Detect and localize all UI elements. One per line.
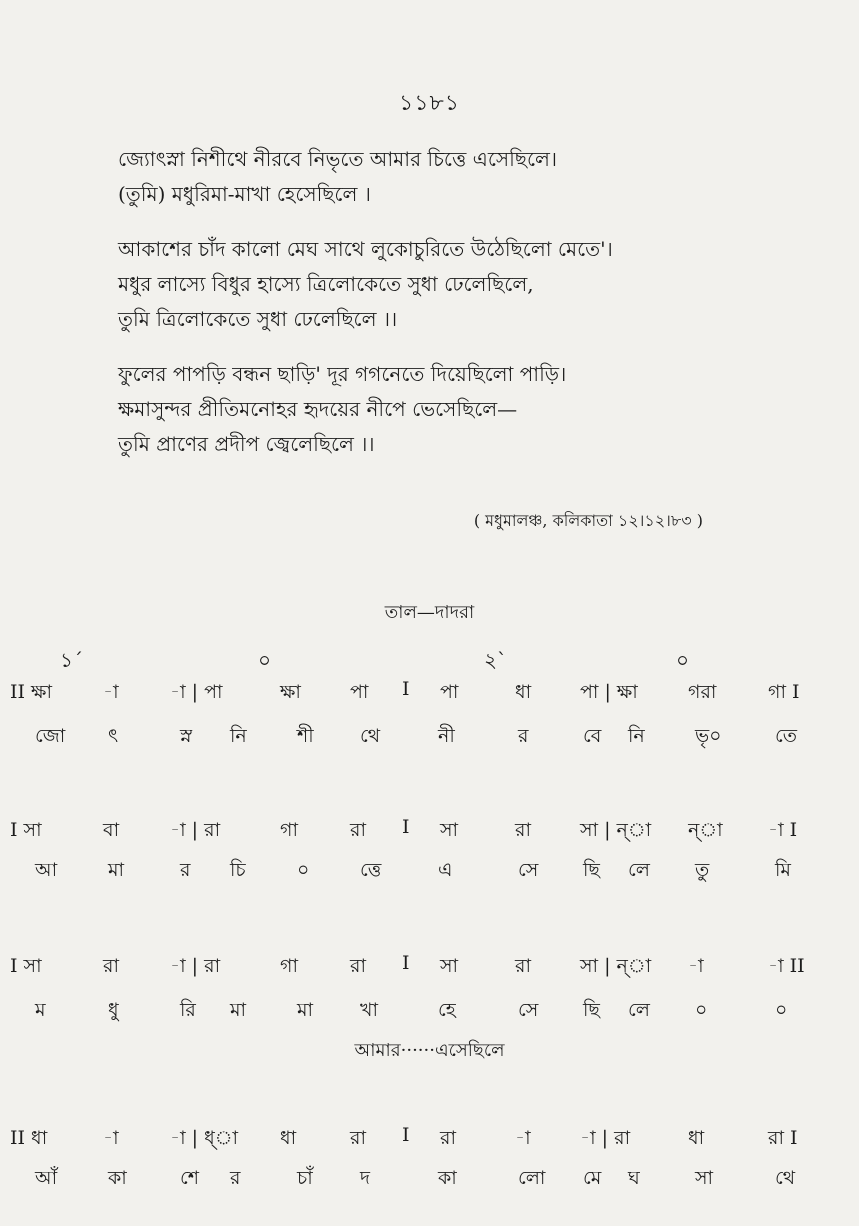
lyric-syllable: সা — [695, 1167, 714, 1189]
swara-row — [0, 678, 859, 710]
stanza — [118, 357, 818, 462]
swara-note: I সা — [10, 819, 42, 841]
lyric-line: ফুলের পাপড়ি বন্ধন ছাড়ি' দূর গগনেতে দিয়েছিলো পাড়ি। — [118, 362, 567, 386]
lyric-syllable: চাঁ — [297, 1167, 313, 1189]
beat-mark: ১´ — [60, 648, 83, 672]
swara-note: রা — [350, 1127, 366, 1149]
swara-note: ক্ষা — [280, 681, 301, 703]
lyric-syllable: চি — [230, 859, 246, 881]
beat-marks-row — [0, 646, 859, 678]
swara-note: ধা — [515, 681, 532, 703]
lyric-syllable: আঁ — [35, 1167, 58, 1189]
lyric-syllable: নী — [438, 725, 455, 747]
lyric-line: ক্ষমাসুন্দর প্রীতিমনোহর হৃদয়ের নীপে ভেসেছিলে— — [118, 397, 518, 421]
swara-note: -া — [103, 1127, 119, 1149]
lyric-syllable: ছি — [583, 859, 600, 881]
lyrics-block — [118, 142, 818, 482]
beat-mark: ০ — [258, 648, 272, 672]
lyric-syllable: মা — [108, 859, 125, 881]
lyric-syllable: এ — [438, 859, 453, 881]
swara-note: বা — [103, 819, 120, 841]
swara-note: -া — [103, 681, 119, 703]
lyric-syllable-row — [0, 1164, 859, 1196]
swara-note: -া I — [768, 819, 798, 841]
lyric-syllable: নি — [230, 725, 247, 747]
swara-note: গা — [280, 955, 298, 977]
swara-note: রা — [103, 955, 119, 977]
lyric-syllable: জো — [35, 725, 66, 747]
page-number: ১১৮১ — [398, 91, 461, 116]
swara-note: -া | ধ্‌া — [170, 1127, 239, 1149]
lyric-syllable: ০ — [775, 999, 788, 1021]
swara-note: I — [402, 678, 410, 700]
swara-note: সা — [440, 955, 459, 977]
swara-note: সা — [440, 819, 459, 841]
swara-note: I — [402, 1124, 410, 1146]
swara-note: পা — [350, 681, 369, 703]
lyric-line: (তুমি) মধুরিমা-মাখা হেসেছিলে । — [118, 182, 371, 206]
swara-note: ন্‌া — [688, 819, 723, 841]
lyric-syllable: রি — [180, 999, 196, 1021]
lyric-syllable: লে — [628, 999, 650, 1021]
lyric-syllable: ম — [35, 999, 46, 1021]
lyric-line: আকাশের চাঁদ কালো মেঘ সাথে লুকোচুরিতে উঠেছিলো মেতে'। — [118, 237, 613, 261]
swara-note: পা — [440, 681, 459, 703]
swara-note: গা — [280, 819, 298, 841]
lyric-syllable: মে — [583, 1167, 602, 1189]
lyric-syllable-row — [0, 722, 859, 754]
swara-note: সা | ন্‌া — [580, 955, 652, 977]
lyric-syllable: শে — [180, 1167, 199, 1189]
swara-note: I সা — [10, 955, 42, 977]
lyric-syllable: মা — [297, 999, 314, 1021]
swara-note: II ক্ষা — [10, 681, 52, 703]
swara-note: I — [402, 952, 410, 974]
swara-note: গা I — [768, 681, 800, 703]
swara-note: পা | ক্ষা — [580, 681, 638, 703]
lyric-syllable-row — [0, 996, 859, 1028]
swara-note: রা — [515, 955, 531, 977]
lyric-syllable: ধু — [108, 999, 119, 1021]
lyric-syllable: কা — [108, 1167, 127, 1189]
stanza — [118, 232, 818, 337]
lyric-syllable: ৎ — [108, 725, 119, 747]
lyric-syllable: থে — [360, 725, 381, 747]
stanza — [118, 142, 818, 212]
lyric-syllable: ভৃ০ — [695, 725, 722, 747]
citation: ( মধুমালঞ্চ, কলিকাতা ১২।১২।৮৩ ) — [473, 511, 703, 530]
beat-mark: ২` — [484, 648, 508, 672]
swara-note: ধা — [688, 1127, 705, 1149]
swara-note: রা I — [768, 1127, 798, 1149]
lyric-syllable: কা — [438, 1167, 457, 1189]
lyric-syllable: র — [230, 1167, 241, 1189]
lyric-syllable: লো — [518, 1167, 546, 1189]
lyric-syllable: স্ন — [180, 725, 193, 747]
lyric-syllable: সে — [518, 999, 539, 1021]
swara-note: -া — [515, 1127, 531, 1149]
swara-note: -া II — [768, 955, 805, 977]
lyric-syllable: তে — [775, 725, 797, 747]
lyric-syllable: র — [180, 859, 191, 881]
taal-heading: তাল—দাদরা — [384, 602, 475, 623]
lyric-syllable: সে — [518, 859, 539, 881]
lyric-syllable: দ — [360, 1167, 370, 1189]
lyric-line: মধুর লাস্যে বিধুর হাস্যে ত্রিলোকেতে সুধা ঢেলেছিলে, — [118, 272, 534, 296]
swara-note: II ধা — [10, 1127, 48, 1149]
lyric-syllable: থে — [775, 1167, 796, 1189]
lyric-syllable: তু — [695, 859, 710, 881]
lyric-syllable: হে — [438, 999, 456, 1021]
lyric-syllable: ত্তে — [360, 859, 382, 881]
lyric-line: তুমি প্রাণের প্রদীপ জ্বেলেছিলে ।। — [118, 432, 375, 456]
swara-note: -া — [688, 955, 704, 977]
lyric-syllable: ০ — [695, 999, 708, 1021]
lyric-syllable: খা — [360, 999, 378, 1021]
footnote: আমার······এসেছিলে — [354, 1040, 505, 1061]
lyric-syllable: ছি — [583, 999, 600, 1021]
swara-note: -া | রা — [170, 955, 221, 977]
lyric-line: জ্যোৎস্না নিশীথে নীরবে নিভৃতে আমার চিত্তে এসেছিলে। — [118, 147, 558, 171]
lyric-syllable: নি — [628, 725, 645, 747]
lyric-syllable-row — [0, 856, 859, 888]
lyric-syllable: ০ — [297, 859, 310, 881]
lyric-syllable: ঘ — [628, 1167, 640, 1189]
swara-note: রা — [440, 1127, 456, 1149]
lyric-syllable: মি — [775, 859, 791, 881]
swara-note: -া | রা — [580, 1127, 631, 1149]
lyric-syllable: শী — [297, 725, 314, 747]
lyric-syllable: লে — [628, 859, 650, 881]
lyric-syllable: র — [518, 725, 529, 747]
swara-row — [0, 1124, 859, 1156]
swara-note: -া | রা — [170, 819, 221, 841]
swara-note: -া | পা — [170, 681, 223, 703]
swara-row — [0, 816, 859, 848]
swara-row — [0, 952, 859, 984]
swara-note: I — [402, 816, 410, 838]
swara-note: রা — [350, 819, 366, 841]
lyric-syllable: মা — [230, 999, 247, 1021]
swara-note: সা | ন্‌া — [580, 819, 652, 841]
swara-note: ধা — [280, 1127, 297, 1149]
swara-note: গরা — [688, 681, 717, 703]
swara-note: রা — [515, 819, 531, 841]
lyric-line: তুমি ত্রিলোকেতে সুধা ঢেলেছিলে ।। — [118, 307, 398, 331]
lyric-syllable: বে — [583, 725, 602, 747]
lyric-syllable: আ — [35, 859, 58, 881]
swara-note: রা — [350, 955, 366, 977]
beat-mark: ০ — [676, 648, 690, 672]
